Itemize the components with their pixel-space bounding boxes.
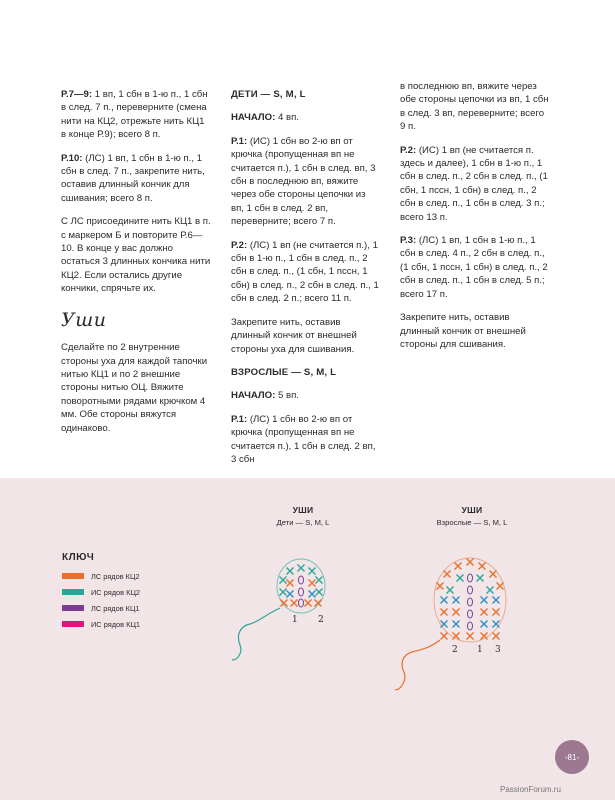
row-label: Р.1:	[231, 135, 248, 147]
start-label: НАЧАЛО:	[231, 112, 276, 124]
heading-kids: ДЕТИ — S, M, L	[231, 89, 306, 100]
start-text: 5 вп.	[275, 390, 299, 402]
row-text: (ИС) 1 вп (не считается п. здесь и далее), 1 сбн в 1-ю п., 1 сбн в след. п., 2 сбн в след. п., (1 сбн, 1 пссн, 1 сбн) в след. п., 2 сбн в след. п., 1 сбн в след. 3 п.; всего 13 п.	[400, 144, 548, 223]
key-label: ИС рядов КЦ1	[91, 619, 141, 629]
row-label: Р.1:	[231, 413, 248, 425]
row-text: (ЛС) 1 вп, 1 сбн в 1-ю п., 1 сбн в след. 4 п., 2 сбн в след. п., (1 сбн, 1 пссн, 1 сбн) в след. п., 2 сбн в след. п., 1 сбн в след. 5 п.; всего 17 п.	[400, 235, 548, 300]
paragraph-kids-fasten: Закрепите нить, оставив длинный кончик от внешней стороны уха для сшивания.	[231, 316, 357, 355]
key-label: ЛС рядов КЦ1	[91, 603, 140, 613]
diagram-adults-title: УШИ	[461, 505, 483, 515]
diagram-kids-title: УШИ	[292, 505, 314, 515]
section-title-ears: Уши	[61, 308, 107, 331]
row-label: Р.7—9:	[61, 89, 93, 100]
diagram-adults-subtitle: Взрослые — S, M, L	[436, 518, 508, 527]
row-text: (ЛС) 1 сбн во 2-ю вп от крючка (пропущенная вп не считается п.), 1 сбн в след. 2 вп, 3 сбн	[231, 413, 376, 465]
paragraph-adults-row-1-cont: в последнюю вп, вяжите через обе стороны цепочки из вп, 1 сбн в след. 3 вп, переверните; всего 9 п.	[400, 81, 549, 133]
adults-label-3: 3	[495, 645, 501, 655]
row-label: Р.3:	[400, 235, 417, 247]
watermark: PassionForum.ru	[500, 785, 561, 794]
row-label: Р.2:	[400, 144, 417, 156]
adults-label-1: 1	[477, 645, 483, 655]
kids-label-1: 1	[292, 615, 298, 625]
heading-adults: ВЗРОСЛЫЕ — S, M, L	[231, 366, 337, 378]
paragraph-adults-fasten: Закрепите нить, оставив длинный кончик от внешней стороны для сшивания.	[400, 312, 526, 350]
row-text: 1 вп, 1 сбн в 1-ю п., 1 сбн в след. 7 п., переверните (смена нити на КЦ2, отрежьте нить КЦ1 в конце Р.9); всего 8 п.	[61, 89, 208, 141]
kids-label-2: 2	[318, 615, 324, 625]
diagram-kids-subtitle: Дети — S, M, L	[276, 518, 330, 527]
adults-label-2: 2	[452, 645, 458, 655]
paragraph-join: С ЛС присоедините нить КЦ1 в п. с маркером Б и повторите Р.6—10. В конце у вас должно остаться 3 длинных кончика нити КЦ2. Если остались другие кончики, спрячьте их.	[61, 216, 211, 295]
key-label: ИС рядов КЦ2	[91, 587, 141, 597]
adults-ear-diagram	[395, 558, 506, 690]
key-label: ЛС рядов КЦ2	[91, 571, 140, 581]
start-text: 4 вп.	[275, 112, 299, 124]
start-label: НАЧАЛО:	[231, 390, 276, 402]
paragraph-ears-intro: Сделайте по 2 внутренние стороны уха для каждой тапочки нитью КЦ1 и по 2 внешние стороны нитью ОЦ. Вяжите поворотными рядами крючком 4 мм. Обе стороны вяжутся одинаково.	[61, 342, 208, 434]
row-text: (ЛС) 1 вп, 1 сбн в 1-ю п., 1 сбн в след. 7 п., закрепите нить, оставив длинный кончик для сшивания; всего 8 п.	[61, 152, 205, 204]
key-title: КЛЮЧ	[62, 552, 95, 563]
row-label: Р.10:	[61, 152, 83, 164]
row-text: (ИС) 1 сбн во 2-ю вп от крючка (пропущенная вп не считается п.), 1 сбн в след. вп, 3 сбн в последнюю вп, вяжите через обе стороны цепочки из вп, 1 сбн в след. 2 вп, переверните; всего 7 п.	[231, 135, 376, 228]
row-label: Р.2:	[231, 239, 248, 251]
page-number-badge: -81-	[555, 740, 589, 774]
row-text: (ЛС) 1 вп (не считается п.), 1 сбн в 1-ю п., 1 сбн в след. п., 2 сбн в след. п., (1 сбн, 1 пссн, 1 сбн) в след. п., 2 сбн в след. п., 1 сбн в след. 2 п.; всего 11 п.	[231, 239, 379, 305]
kids-ear-diagram	[232, 559, 325, 660]
